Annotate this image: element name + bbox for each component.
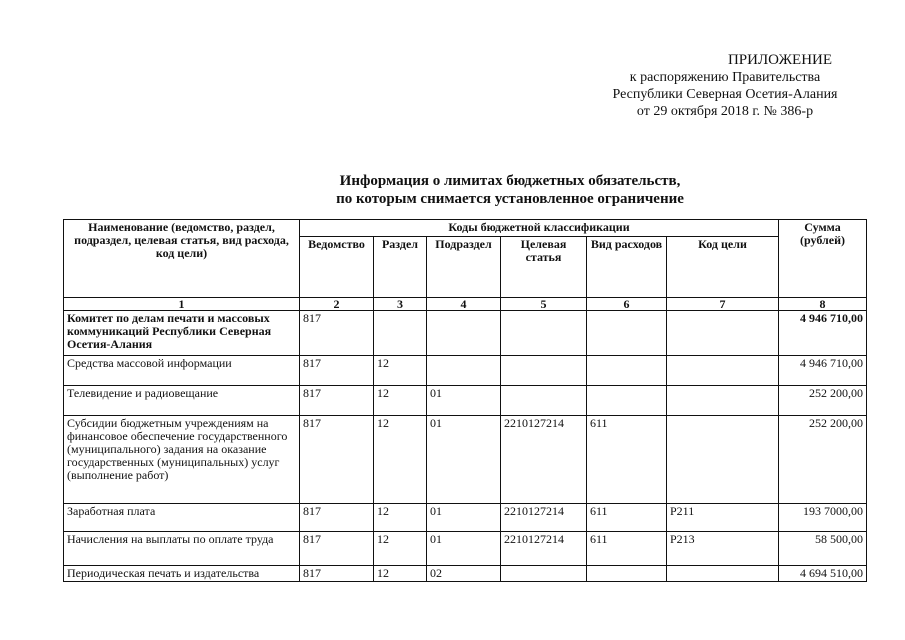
cell-section: 12 xyxy=(374,386,427,416)
header-target-item: Целевая статья xyxy=(501,237,587,298)
header-section: Раздел xyxy=(374,237,427,298)
cell-section: 12 xyxy=(374,504,427,532)
header-department: Ведомство xyxy=(300,237,374,298)
cell-expense-type xyxy=(587,566,667,582)
cell-goal-code xyxy=(667,311,779,356)
cell-expense-type: 611 xyxy=(587,416,667,504)
column-number: 4 xyxy=(427,298,501,311)
header-goal-code: Код цели xyxy=(667,237,779,298)
document-title-line2: по которым снимается установленное ограничение xyxy=(336,191,684,207)
cell-department: 817 xyxy=(300,386,374,416)
header-expense-type: Вид расходов xyxy=(587,237,667,298)
cell-department: 817 xyxy=(300,532,374,566)
cell-department: 817 xyxy=(300,416,374,504)
cell-department: 817 xyxy=(300,311,374,356)
cell-sum: 193 7000,00 xyxy=(779,504,867,532)
column-number: 5 xyxy=(501,298,587,311)
cell-department: 817 xyxy=(300,504,374,532)
header-name: Наименование (ведомство, раздел, подраздел, целевая статья, вид расхода, код цели) xyxy=(64,220,300,298)
table-row xyxy=(64,532,867,566)
header-codes-group: Коды бюджетной классификации xyxy=(300,220,779,237)
cell-sum: 4 946 710,00 xyxy=(779,311,867,356)
cell-name: Комитет по делам печати и массовых коммуникаций Республики Северная Осетия-Алания xyxy=(64,311,300,356)
cell-section: 12 xyxy=(374,416,427,504)
cell-sum: 4 946 710,00 xyxy=(779,356,867,386)
cell-name: Телевидение и радиовещание xyxy=(64,386,300,416)
column-number: 1 xyxy=(64,298,300,311)
cell-target-item: 2210127214 xyxy=(501,416,587,504)
cell-sum: 58 500,00 xyxy=(779,532,867,566)
header-sum: Сумма (рублей) xyxy=(779,220,867,298)
cell-name: Субсидии бюджетным учреждениям на финансовое обеспечение государственного (муниципального) задания на оказание государственных (муниципальных) услуг (выполнение работ) xyxy=(64,416,300,504)
cell-target-item xyxy=(501,386,587,416)
cell-target-item xyxy=(501,311,587,356)
cell-subsection: 01 xyxy=(427,416,501,504)
cell-expense-type xyxy=(587,311,667,356)
cell-goal-code: Р211 xyxy=(667,504,779,532)
cell-target-item: 2210127214 xyxy=(501,504,587,532)
annex-government: Республики Северная Осетия-Алания xyxy=(612,87,838,102)
cell-expense-type: 611 xyxy=(587,532,667,566)
cell-subsection: 01 xyxy=(427,532,501,566)
cell-subsection: 02 xyxy=(427,566,501,582)
annex-reference: к распоряжению Правительства xyxy=(629,70,821,85)
table-row xyxy=(64,356,867,386)
cell-goal-code xyxy=(667,356,779,386)
cell-goal-code: Р213 xyxy=(667,532,779,566)
table-row xyxy=(64,504,867,532)
cell-sum: 4 694 510,00 xyxy=(779,566,867,582)
cell-subsection xyxy=(427,356,501,386)
cell-goal-code xyxy=(667,566,779,582)
column-numbers-row xyxy=(64,298,867,311)
budget-limits-table xyxy=(63,219,867,582)
column-number: 8 xyxy=(779,298,867,311)
table-row xyxy=(64,311,867,356)
document-title-line1: Информация о лимитах бюджетных обязательств, xyxy=(339,173,681,189)
cell-target-item: 2210127214 xyxy=(501,532,587,566)
cell-expense-type: 611 xyxy=(587,504,667,532)
cell-name: Периодическая печать и издательства xyxy=(64,566,300,582)
cell-name: Заработная плата xyxy=(64,504,300,532)
cell-section: 12 xyxy=(374,532,427,566)
column-number: 2 xyxy=(300,298,374,311)
cell-sum: 252 200,00 xyxy=(779,386,867,416)
header-subsection: Подраздел xyxy=(427,237,501,298)
cell-goal-code xyxy=(667,386,779,416)
annex-date-number: от 29 октября 2018 г. № 386-р xyxy=(636,104,814,119)
cell-section: 12 xyxy=(374,566,427,582)
cell-expense-type xyxy=(587,386,667,416)
cell-subsection xyxy=(427,311,501,356)
cell-target-item xyxy=(501,356,587,386)
cell-expense-type xyxy=(587,356,667,386)
column-number: 6 xyxy=(587,298,667,311)
cell-goal-code xyxy=(667,416,779,504)
table-row xyxy=(64,386,867,416)
table-row xyxy=(64,416,867,504)
annex-title: ПРИЛОЖЕНИЕ xyxy=(727,52,833,68)
cell-sum: 252 200,00 xyxy=(779,416,867,504)
cell-department: 817 xyxy=(300,566,374,582)
column-number: 7 xyxy=(667,298,779,311)
cell-department: 817 xyxy=(300,356,374,386)
annex-header xyxy=(560,52,890,120)
column-number: 3 xyxy=(374,298,427,311)
cell-subsection: 01 xyxy=(427,386,501,416)
cell-section: 12 xyxy=(374,356,427,386)
cell-subsection: 01 xyxy=(427,504,501,532)
cell-section xyxy=(374,311,427,356)
document-title xyxy=(280,172,740,208)
table-header-row xyxy=(64,220,867,237)
cell-name: Средства массовой информации xyxy=(64,356,300,386)
cell-target-item xyxy=(501,566,587,582)
table-row xyxy=(64,566,867,582)
cell-name: Начисления на выплаты по оплате труда xyxy=(64,532,300,566)
